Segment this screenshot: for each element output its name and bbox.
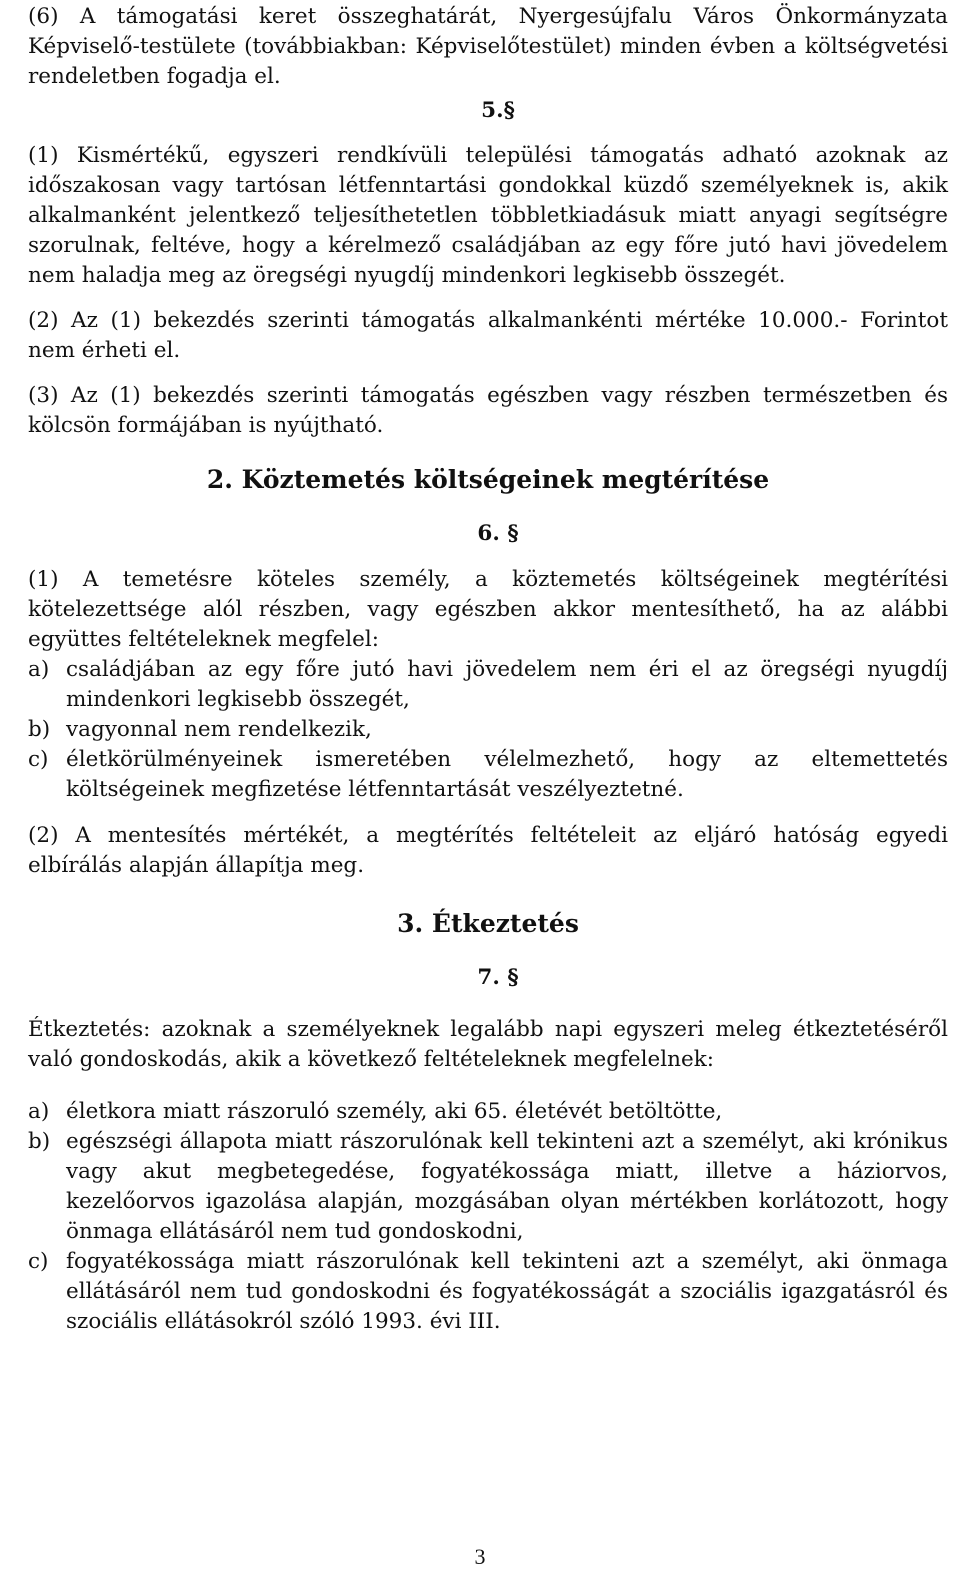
list-item — [28, 745, 948, 805]
list-marker: c) — [28, 1249, 49, 1274]
list-marker: b) — [28, 1129, 51, 1154]
list-marker: b) — [28, 717, 51, 742]
list-item — [28, 1247, 948, 1337]
section-6-heading: 6. § — [477, 521, 519, 546]
list-marker: a) — [28, 1099, 50, 1124]
paragraph-5-1: (1) Kismértékű, egyszeri rendkívüli települési támogatás adható azoknak az időszakosan vagy tartósan létfenntartási gondokkal küzdő személyeknek is, akik alkalmanként jelentkező teljesíthetetlen többletkiadásuk miatt anyagi segítségre szorulnak, feltéve, hogy a kérelmező családjában az egy főre jutó havi jövedelem nem haladja meg az öregségi nyugdíj mindenkori legkisebb összegét. — [28, 143, 948, 288]
chapter-3-title: 3. Étkeztetés — [397, 909, 579, 938]
section-7-heading: 7. § — [477, 965, 519, 990]
list-item — [28, 1127, 948, 1247]
paragraph-6-2: (2) A mentesítés mértékét, a megtérítés feltételeit az eljáró hatóság egyedi elbírálás alapján állapítja meg. — [28, 823, 948, 878]
list-text: egészségi állapota miatt rászorulónak kell tekinteni azt a személyt, aki krónikus vagy akut megbetegedése, fogyatékossága miatt, illetve a háziorvos, kezelőorvos igazolása alapján, mozgásában olyan mértékben korlátozott, hogy önmaga ellátásáról nem tud gondoskodni, — [66, 1129, 948, 1244]
list-text: családjában az egy főre jutó havi jövedelem nem éri el az öregségi nyugdíj mindenkori legkisebb összegét, — [66, 657, 948, 712]
list-item — [28, 1097, 948, 1127]
paragraph-4-6: (6) A támogatási keret összeghatárát, Nyergesújfalu Város Önkormányzata Képviselő-testülete (továbbiakban: Képviselőtestület) minden évben a költségvetési rendeletben fogadja el. — [28, 4, 948, 89]
list-text: életkörülményeinek ismeretében vélelmezhető, hogy az eltemettetés költségeinek megfizetése létfenntartását veszélyeztetné. — [66, 747, 948, 802]
page-number: 3 — [474, 1544, 486, 1569]
paragraph-6-1: (1) A temetésre köteles személy, a köztemetés költségeinek megtérítési kötelezettsége alól részben, vagy egészben akkor mentesíthető, ha az alábbi együttes feltételeknek megfelel: — [28, 567, 948, 652]
list-marker: a) — [28, 657, 50, 682]
list-item — [28, 715, 948, 745]
chapter-2-title: 2. Köztemetés költségeinek megtérítése — [206, 465, 770, 494]
list-marker: c) — [28, 747, 49, 772]
paragraph-5-2: (2) Az (1) bekezdés szerinti támogatás alkalmankénti mértéke 10.000.- Forintot nem érheti el. — [28, 308, 948, 363]
list-text: életkora miatt rászoruló személy, aki 65. életévét betöltötte, — [66, 1099, 723, 1124]
paragraph-7-intro: Étkeztetés: azoknak a személyeknek legalább napi egyszeri meleg étkeztetéséről való gondoskodás, akik a következő feltételeknek megfelelnek: — [28, 1017, 948, 1072]
document-page — [28, 2, 948, 1337]
list-text: vagyonnal nem rendelkezik, — [66, 717, 372, 742]
paragraph-5-3: (3) Az (1) bekezdés szerinti támogatás egészben vagy részben természetben és kölcsön formájában is nyújtható. — [28, 383, 948, 438]
list-text: fogyatékossága miatt rászorulónak kell tekinteni azt a személyt, aki önmaga ellátásáról nem tud gondoskodni és fogyatékosságát a szociális igazgatásról és szociális ellátásokról szóló 1993. évi III. — [66, 1249, 948, 1334]
section-5-heading: 5.§ — [481, 98, 515, 123]
list-item — [28, 655, 948, 715]
